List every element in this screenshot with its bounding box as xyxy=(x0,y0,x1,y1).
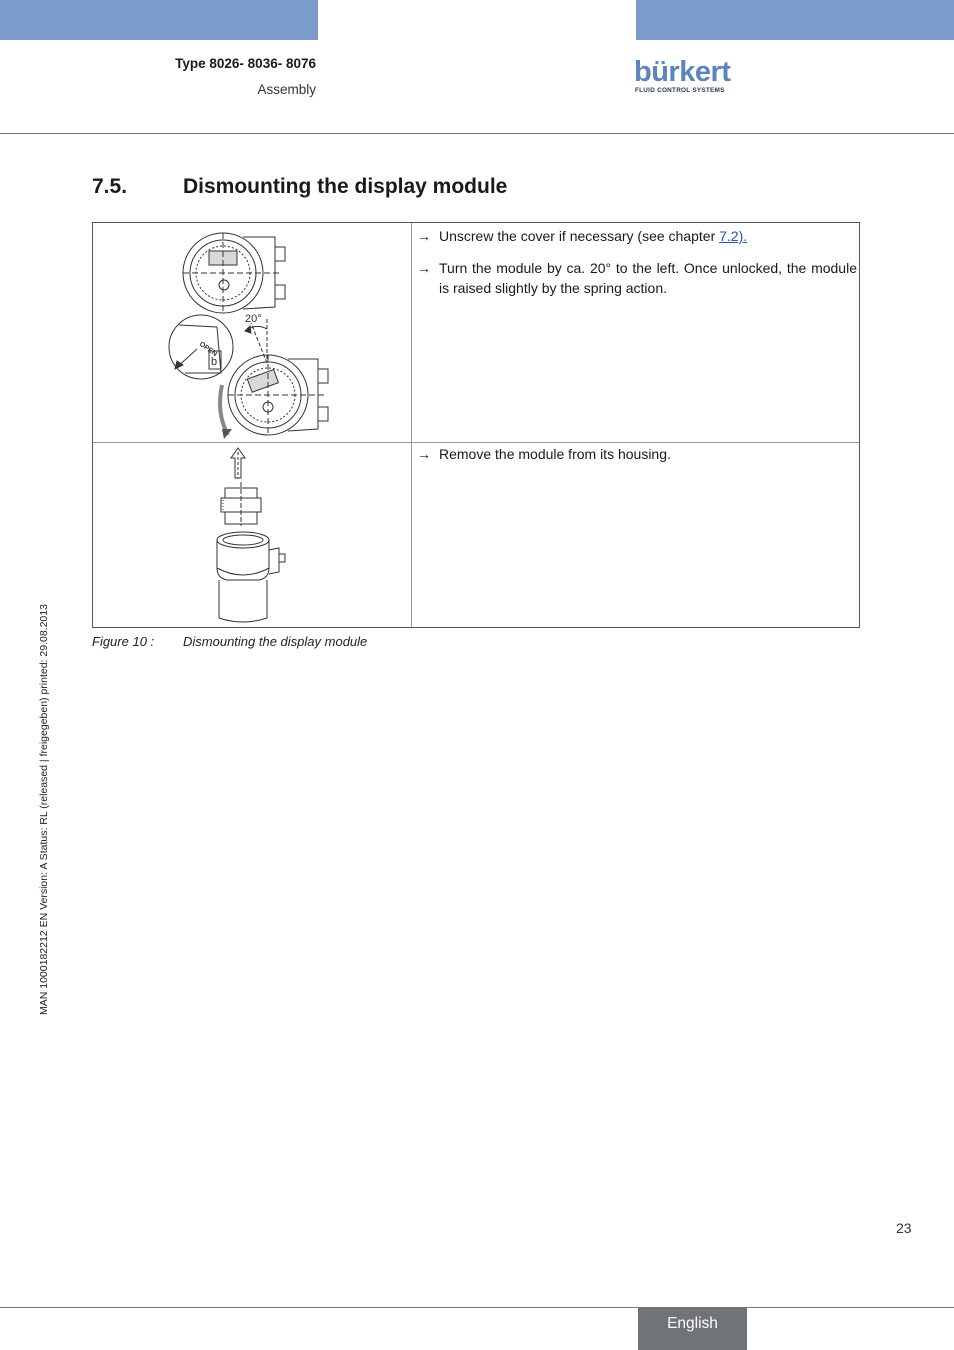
page-number: 23 xyxy=(896,1220,912,1236)
figure-label: Figure 10 : xyxy=(92,634,155,649)
housing xyxy=(217,532,285,622)
footer-rule xyxy=(0,1307,954,1308)
figure-title: Dismounting the display module xyxy=(183,634,368,649)
cover-detail xyxy=(169,315,233,379)
step-item xyxy=(417,444,857,464)
step-text-start: Unscrew the cover if necessary (see chapter xyxy=(439,228,720,244)
angle-label: 20° xyxy=(245,313,262,325)
unlock-module-illustration xyxy=(93,223,411,441)
header-band-left xyxy=(0,0,318,40)
instruction-cell xyxy=(412,223,859,442)
instruction-cell xyxy=(412,442,859,627)
remove-module-illustration xyxy=(93,442,411,626)
section-title: Dismounting the display module xyxy=(183,175,508,198)
burkert-logo xyxy=(634,56,734,100)
step-text xyxy=(439,226,857,246)
step-text: Turn the module by ca. 20° to the left. Once unlocked, the module is raised slightly by the spring action. xyxy=(439,260,857,296)
step-item xyxy=(417,258,857,298)
header-rule xyxy=(0,133,954,134)
cover-open-label: OPEN xyxy=(197,340,219,359)
logo-tagline: FLUID CONTROL SYSTEMS xyxy=(635,87,725,94)
section-number: 7.5. xyxy=(92,175,128,198)
step-arrow-icon: → xyxy=(417,446,431,462)
figure-cell xyxy=(93,442,412,627)
device-top-view xyxy=(183,233,285,313)
language-tab: English xyxy=(638,1308,747,1350)
svg-text:b: b xyxy=(211,356,218,368)
step-arrow-icon: → xyxy=(417,228,431,244)
up-arrow-icon xyxy=(231,448,245,478)
chapter-link[interactable]: 7.2). xyxy=(719,228,748,244)
device-rotated-view xyxy=(220,355,328,439)
document-section: Assembly xyxy=(257,82,316,97)
step-text: Remove the module from its housing. xyxy=(439,446,671,462)
steps-table xyxy=(92,222,860,628)
logo-wordmark: bürkert xyxy=(634,56,731,88)
figure-cell xyxy=(93,223,412,442)
document-type: Type 8026- 8036- 8076 xyxy=(175,56,316,71)
document-side-note: MAN 1000182212 EN Version: A Status: RL (released | freigegeben) printed: 29.08.2013 xyxy=(38,604,50,1015)
step-item xyxy=(417,226,857,246)
table-row xyxy=(93,223,859,443)
step-arrow-icon: → xyxy=(417,260,431,276)
table-row xyxy=(93,442,859,627)
header-band-right xyxy=(636,0,954,40)
display-module xyxy=(221,482,261,526)
